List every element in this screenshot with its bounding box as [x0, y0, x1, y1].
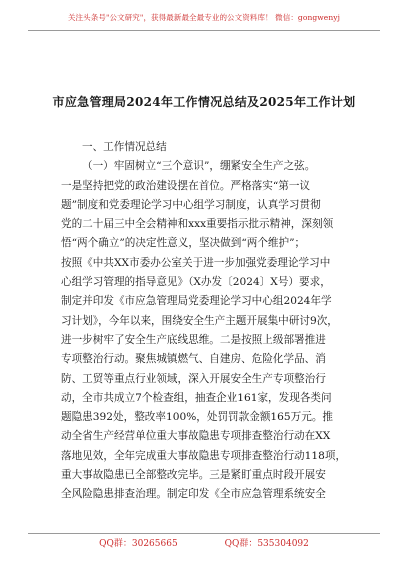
header-divider: [28, 30, 380, 31]
footer: [0, 536, 408, 549]
footer-qq-group-2: QQ群：535304092: [224, 539, 309, 549]
body-line: 防、工贸等重点行业领域，深入开展安全生产专项整治行: [61, 372, 326, 385]
section-heading: 一、工作情况总结: [82, 141, 167, 153]
body-line: 一是坚持把党的政治建设摆在首位。严格落实“第一议: [61, 179, 311, 192]
body-line: 进一步树牢了安全生产底线思维。二是按照上级部署推进: [61, 333, 326, 346]
body-line: 按照《中共XX市委办公室关于进一步加强党委理论学习中: [61, 256, 331, 269]
body-line: 习计划》，今年以来，围绕安全生产主题开展集中研讨9次，: [61, 314, 338, 327]
document-title: 市应急管理局2024年工作情况总结及2025年工作计划: [52, 95, 356, 109]
document-body: [61, 138, 353, 505]
body-line: 心组学习管理的指导意见》（X办发〔2024〕X号）要求，: [61, 276, 331, 289]
body-line: 动全省生产经营单位重大事故隐患专项排查整治行动在XX: [61, 430, 331, 443]
body-line: 专项整治行动。聚焦城镇燃气、自建房、危险化学品、消: [61, 353, 326, 366]
body-line: 全风险隐患排查治理。制定印发《全市应急管理系统安全: [61, 488, 326, 501]
header-banner: 关注头条号"公文研究"，获得最新最全最专业的公文资料库！ 微信：gongwenyj: [67, 13, 341, 22]
body-line: 重大事故隐患已全部整改完毕。三是紧盯重点时段开展安: [61, 469, 326, 482]
body-line: 动，全市共成立7个检查组，抽查企业161家，发现各类问: [61, 391, 332, 404]
body-line: 悟“两个确立”的决定性意义，坚决做到“两个维护”；: [61, 237, 306, 250]
body-line: 党的二十届三中全会精神和xxx重要指示批示精神，深刻领: [61, 218, 334, 231]
footer-qq-group-1: QQ群：30265665: [99, 539, 178, 549]
body-line: （一）牢固树立“三个意识”，绷紧安全生产之弦。: [82, 160, 316, 173]
body-line: 题隐患392处，整改率100%，处罚罚款金额165万元。推: [61, 411, 334, 424]
footer-divider: [28, 533, 380, 534]
body-line: 制定并印发《市应急管理局党委理论学习中心组2024年学: [61, 295, 332, 308]
body-line: 落地见效，全年完成重大事故隐患专项排查整治行动118项，: [61, 449, 347, 462]
body-line: 题”制度和党委理论学习中心组学习制度，认真学习贯彻: [61, 198, 321, 211]
